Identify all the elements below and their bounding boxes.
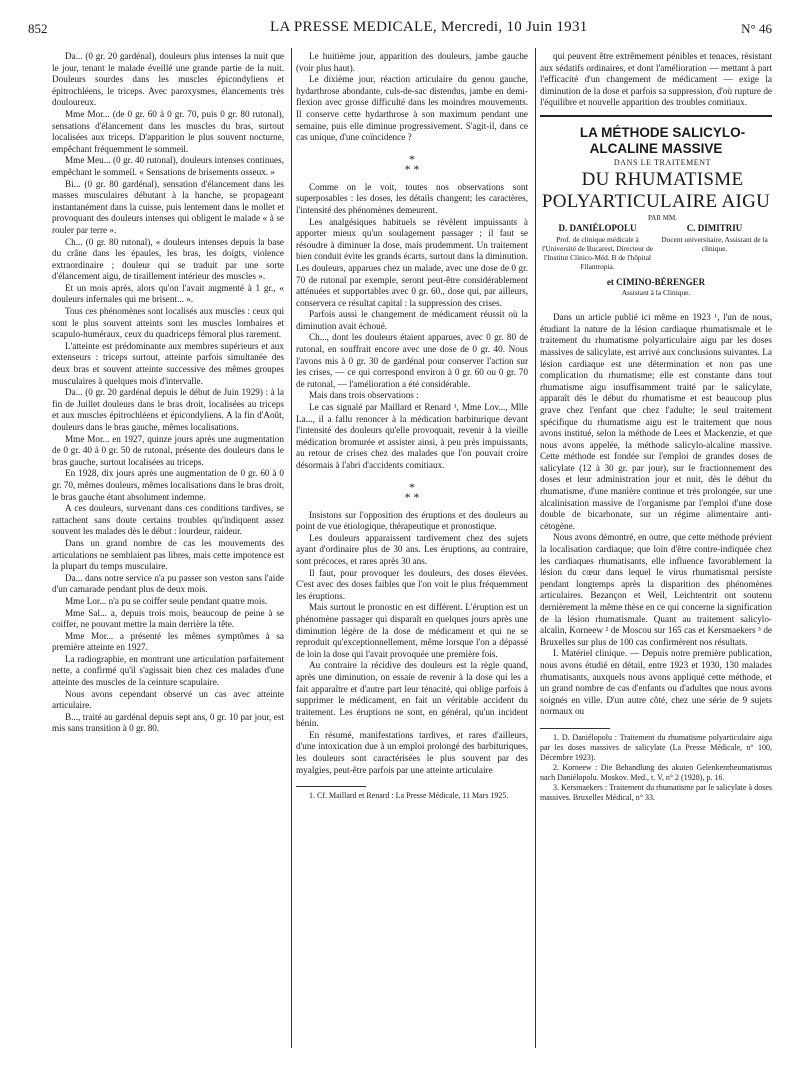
paragraph: Nous avons démontré, en outre, que cette méthode prévient la localisation cardiaque; que loin d'être contre-indiquée chez les cardiaques rhumatisants, elle influence favorablement la lésion du cœur dans lequel le virus rhumatismal persiste pendant longtemps après la disparition des phénomènes articulaires. Bezançon et Weil, Leichtentrit ont soutenu dernièrement la même thèse en ce qui concerne la signification de la lésion rhumatismale. Quant au traitement salicylo-alcalin, Korneew ² de Moscou sur 165 cas et Kersmaekers ³ de Bruxelles sur plus de 100 cas confirmèrent nos résultats. bbox=[540, 532, 772, 647]
paragraph: Ch... (0 gr. 80 rutonal), « douleurs intenses depuis la base du crâne dans les épaules, les bras, les doigts, violence extraordinaire ; douleur qui se traduit par une sorte d'élancement aigu, de tiraillement intérieur des muscles ». bbox=[52, 236, 284, 282]
paragraph: Mais dans trois observations : bbox=[309, 390, 419, 401]
paragraph: Mme Lor... n'a pu se coiffer seule pendant quatre mois. bbox=[65, 595, 268, 606]
footnote-rule bbox=[540, 728, 610, 729]
paragraph: Ch..., dont les douleurs étaient apparues, avec 0 gr. 80 de rutonal, en souffrait encore avec une dose de 0 gr. 40. Nous l'avons mis à 0 gr. 30 de gardénal pour conserver l'action sur les crises, — ce qui correspond environ à 0 gr. 60 ou 0 gr. 70 de rutonal, — l'amélioration a été considérable. bbox=[296, 332, 528, 389]
paragraph: Les analgésiques habituels se révèlent impuissants à apporter mieux qu'un soulagement passager ; il faut se résoudre à diminuer la dose, mais prudemment. Un traitement bien conduit évite les grands écarts, surtout dans la diminution. Les douleurs, apparues chez un malade, avec une dose de 0 gr. 70 de rutonal par exemple, seront peut-être considérablement atténuées et supportables avec 0 gr. 60., dose qui, par ailleurs, conservera ce résultat capital : la suppression des crises. bbox=[296, 216, 528, 308]
column-1 bbox=[52, 51, 284, 735]
paragraph: Le cas signalé par Maillard et Renard ¹, Mme Lov..., Mlle La..., il a fallu renoncer à la médication barbiturique devant l'intensité des douleurs qu'elle provoquait, revenir à la vieille médication bromurée et assister ainsi, à peu près impuissants, au retour de crises chez des malades que l'on pouvait croire désormais à l'abri d'accidents comitiaux. bbox=[296, 402, 528, 470]
paragraph: A ces douleurs, survenant dans ces conditions tardives, se rattachent sans doute certains troubles qu'indiquent assez souvent les malades dès le début : lourdeur, raideur. bbox=[52, 503, 284, 537]
paragraph: Mme Meu... (0 gr. 40 rutonal), douleurs intenses continues, empêchant le sommeil. « Sensations de brisements osseux. » bbox=[52, 155, 284, 177]
author-role: Assistant à la Clinique. bbox=[621, 288, 691, 298]
column-rule bbox=[291, 48, 292, 1048]
author-1 bbox=[540, 224, 655, 271]
paragraph: Dans un grand nombre de cas les mouvements des articulations ne semblaient pas libres, mais cette impotence est la plupart du temps musculaire. bbox=[52, 537, 284, 572]
author-role: Docent universitaire, Assistant de la clinique. bbox=[661, 235, 768, 254]
paragraph: Da... dans notre service n'a pu passer son veston sans l'aide d'un camarade pendant plus de deux mois. bbox=[52, 572, 284, 595]
paragraph: Le dixième jour, réaction articulaire du genou gauche, hydarthrose abondante, culs-de-sac distendus, jambe en demi-flexion avec grosse difficulté dans les moindres mouvements. Il conserve cette hydarthrose à son maximum pendant une semaine, puis elle diminue progressivement. S'agit-il, dans ce cas unique, d'une coïncidence ? bbox=[296, 74, 528, 143]
author-name: C. DIMITRIU bbox=[686, 223, 743, 234]
paragraph: Da... (0 gr. 20 gardénal), douleurs plus intenses la nuit que le jour, tenant le malade éveillé une grande partie de la nuit. Douleurs sourdes dans les muscles épicondyliens et épitrochléens, le triceps. Avec paroxysmes, élancements très douloureux. bbox=[52, 51, 284, 108]
paragraph: Mme Sal... a, depuis trois mois, beaucoup de peine à se coiffer, ne pouvant mettre la main derrière la tête. bbox=[52, 607, 284, 630]
paragraph: L'atteinte est prédominante aux membres supérieurs et aux extenseurs : triceps surtout, atteinte parfois simultanée des deux bras et souvent atteinte successive des mêmes groupes musculaires à quelques mois d'intervalle. bbox=[52, 340, 284, 386]
article-par: PAR MM. bbox=[648, 213, 677, 222]
author-role: Prof. de clinique médicale à l'Université de Bucarest, Directeur de l'Institut Clinico-Méd. B de l'hôpital Filantropia. bbox=[541, 235, 654, 272]
paragraph: Bi... (0 gr. 80 gardénal), sensation d'élancement dans les masses musculaires débutant à la hanche, se propageant instantanément dans la cuisse, puis lentement dans le mollet et provoquant des douleurs intenses qui obligent le malade « à se rouler par terre ». bbox=[52, 178, 284, 235]
author-name: et CIMINO-BÉRENGER bbox=[606, 277, 706, 288]
paragraph: qui peuvent être extrêmement pénibles et tenaces, résistant aux sédatifs ordinaires, et dont l'amélioration — mettant à part l'efficacité d'un changement de médicament — exige la diminution de la dose et parfois sa suppression, d'où rupture de l'équilibre et nouvelle apparition des troubles comitiaux. bbox=[540, 51, 772, 108]
article-title: DU RHUMATISME POLYARTICULAIRE AIGU bbox=[541, 168, 771, 212]
paragraph: Mme Mor... a présenté les mêmes symptômes à sa première atteinte en 1927. bbox=[52, 630, 284, 653]
paragraph: La radiographie, en montrant une articulation parfaitement nette, a confirmé qu'il s'agissait bien chez ces malades d'une atteinte des muscles de la ceinture scapulaire. bbox=[52, 653, 284, 688]
paragraph: Tous ces phénomènes sont localisés aux muscles : ceux qui sont le plus souvent atteints sont les muscles lombaires et scapulo-huméraux, ceux du quadriceps fémoral plus rarement. bbox=[52, 306, 284, 340]
paragraph: Il faut, pour provoquer les douleurs, des doses élevées. C'est avec des doses faibles que l'on voit le plus fréquemment les éruptions. bbox=[296, 567, 528, 601]
author-3 bbox=[540, 277, 772, 298]
section-separator: * * * bbox=[404, 479, 420, 504]
paragraph: Da... (0 gr. 20 gardénal depuis le début de Juin 1929) : à la fin de Juillet douleurs dans le bras droit, localisées au triceps et aux muscles épitrochléens et épicondyliens. A la fin d'Août, douleurs dans le bras gauche, mêmes localisations. bbox=[52, 387, 284, 432]
column-rule bbox=[535, 48, 536, 1048]
page-header bbox=[28, 19, 772, 43]
journal-title: LA PRESSE MEDICALE, Mercredi, 10 Juin 1931 bbox=[270, 19, 588, 35]
issue-number: N° 46 bbox=[741, 21, 772, 36]
author-2 bbox=[657, 224, 772, 271]
page-number: 852 bbox=[28, 21, 48, 36]
paragraph: En 1928, dix jours après une augmentation de 0 gr. 60 à 0 gr. 70, mêmes douleurs, mêmes localisations dans le bras droit, le bras gauche étant absolument indemne. bbox=[52, 468, 284, 502]
footnote: 3. Kersmaekers : Traitement du rhumatisme par le salicylate à doses massives. Bruxelles Médical, n° 33. bbox=[540, 782, 772, 802]
paragraph: Mme Mor... (de 0 gr. 60 à 0 gr. 70, puis 0 gr. 80 rutonal), sensations d'élancement dans les muscles du bras, surtout localisées aux triceps. D'apparition le plus souvent nocturne, empêchant fréquemment le sommeil. bbox=[52, 108, 284, 154]
paragraph: Et un mois après, alors qu'on l'avait augmenté à 1 gr., « douleurs infernales qui me brisent... ». bbox=[52, 282, 284, 305]
paragraph: Mais surtout le pronostic en est différent. L'éruption est un phénomène passager qui disparaît en quelques jours après une diminution légère de la dose de médicament et qui ne se reproduit qu'exceptionnellement, même lorsque l'on a dépassé de loin la dose qui l'avait provoquée une première fois. bbox=[296, 602, 528, 659]
column-2 bbox=[296, 51, 528, 801]
paragraph: I. Matériel clinique. — Depuis notre première publication, nous avons étudié en détail, entre 1923 et 1930, 130 malades rhumatisants, auxquels nous avons appliqué cette méthode, et un grand nombre de cas d'enfants ou d'adultes que nous avons soignés en ville. D'un autre côté, chez une série de 9 sujets normaux ou bbox=[540, 648, 772, 717]
paragraph: B..., traité au gardénal depuis sept ans, 0 gr. 10 par jour, est mis sans transition à 0 gr. 80. bbox=[52, 711, 284, 734]
footnote: 1. D. Daniélopolu : Traitement du rhumatisme polyarticulaire aigu par les doses massives de salicylate (La Presse Médicale, n° 100, Décembre 1923). bbox=[540, 732, 772, 762]
paragraph: Au contraire la récidive des douleurs est la règle quand, après une diminution, on essaie de revenir à la dose qui les a fait apparaître et d'autre part leur ténacité, qui oblige parfois à supprimer le médicament, en fait un véritable accident du traitement. Les éruptions ne sont, en général, qu'un incident bénin. bbox=[296, 660, 528, 729]
paragraph: Les douleurs apparaissent tardivement chez des sujets ayant d'ordinaire plus de 30 ans. Les éruptions, au contraire, sont précoces, et rares après 30 ans. bbox=[296, 532, 528, 566]
footnote: 2. Korneew : Die Behandlung des akuten Gelenkenrheumatismus nach Daniélopolu. Moskov. Med., t. V, n° 2 (1928), p. 16. bbox=[540, 762, 772, 782]
paragraph: Mme Mor... en 1927, quinze jours après une augmentation de 0 gr. 40 à 0 gr. 50 de rutonal, présente des douleurs dans le bras gauche, surtout localisées au triceps. bbox=[52, 433, 284, 467]
paragraph: En résumé, manifestations tardives, et rares d'ailleurs, d'une intoxication due à un emploi prolongé des barbituriques, les douleurs sont caractérisées le plus souvent par des myalgies, peut-être parfois par une atteinte articulaire bbox=[296, 729, 528, 775]
author-name: D. DANIÉLOPOLU bbox=[558, 223, 637, 234]
article-kicker: LA MÉTHODE SALICYLO-ALCALINE MASSIVE bbox=[579, 124, 746, 156]
section-separator: * * * bbox=[404, 151, 420, 176]
article-rule bbox=[540, 115, 772, 117]
paragraph: Comme on le voit, toutes nos observations sont superposables : les doses, les détails changent; les caractères, l'intensité des phénomènes demeurent. bbox=[296, 181, 528, 215]
article-dans: DANS LE TRAITEMENT bbox=[613, 157, 712, 167]
paragraph: Le huitième jour, apparition des douleurs, jambe gauche (voir plus haut). bbox=[296, 51, 528, 73]
paragraph: Insistons sur l'opposition des éruptions et des douleurs au point de vue étiologique, thérapeutique et pronostique. bbox=[296, 509, 528, 532]
footnote: 1. Cf. Maillard et Renard : La Presse Médicale, 11 Mars 1925. bbox=[309, 791, 509, 801]
column-3 bbox=[540, 51, 772, 803]
paragraph: Parfois aussi le changement de médicament réussit où la diminution avait échoué. bbox=[296, 309, 528, 331]
authors bbox=[540, 224, 772, 271]
paragraph: Nous avons cependant observé un cas avec atteinte articulaire. bbox=[52, 688, 284, 711]
footnote-rule bbox=[296, 786, 366, 787]
paragraph: Dans un article publié ici même en 1923 ¹, l'un de nous, étudiant la nature de la lésion cardiaque rhumatismale et le traitement du rhumatisme polyarticulaire aigu par les doses massives de salicylate, est arrivé aux conclusions suivantes. La lésion cardiaque est une détermination et non pas une complication du rhumatisme; elle est constante dans tout rhumatisme aigu insuffisamment traité par le salicylate, apparaît dès le début du rhumatisme et est beaucoup plus grave chez l'enfant que chez l'adulte; le seul traitement spécifique du rhumatisme aigu est le traitement que nous avons institué, selon la méthode de Lees et Mackenzie, et que nous avons appelée, la méthode salicylo-alcaline massive. Cette méthode est fondée sur l'emploi de grandes doses de salicylate (12 à 30 gr. par jour), sur le fractionnement des doses et leur administration jour et nuit, dès le début du rhumatisme, d'une manière continue et très prolongée, sur une alcalinisation massive de l'organisme par l'emploi d'une dose double de bicarbonate, sur un régime alimentaire anti-cétogène. bbox=[540, 312, 772, 531]
